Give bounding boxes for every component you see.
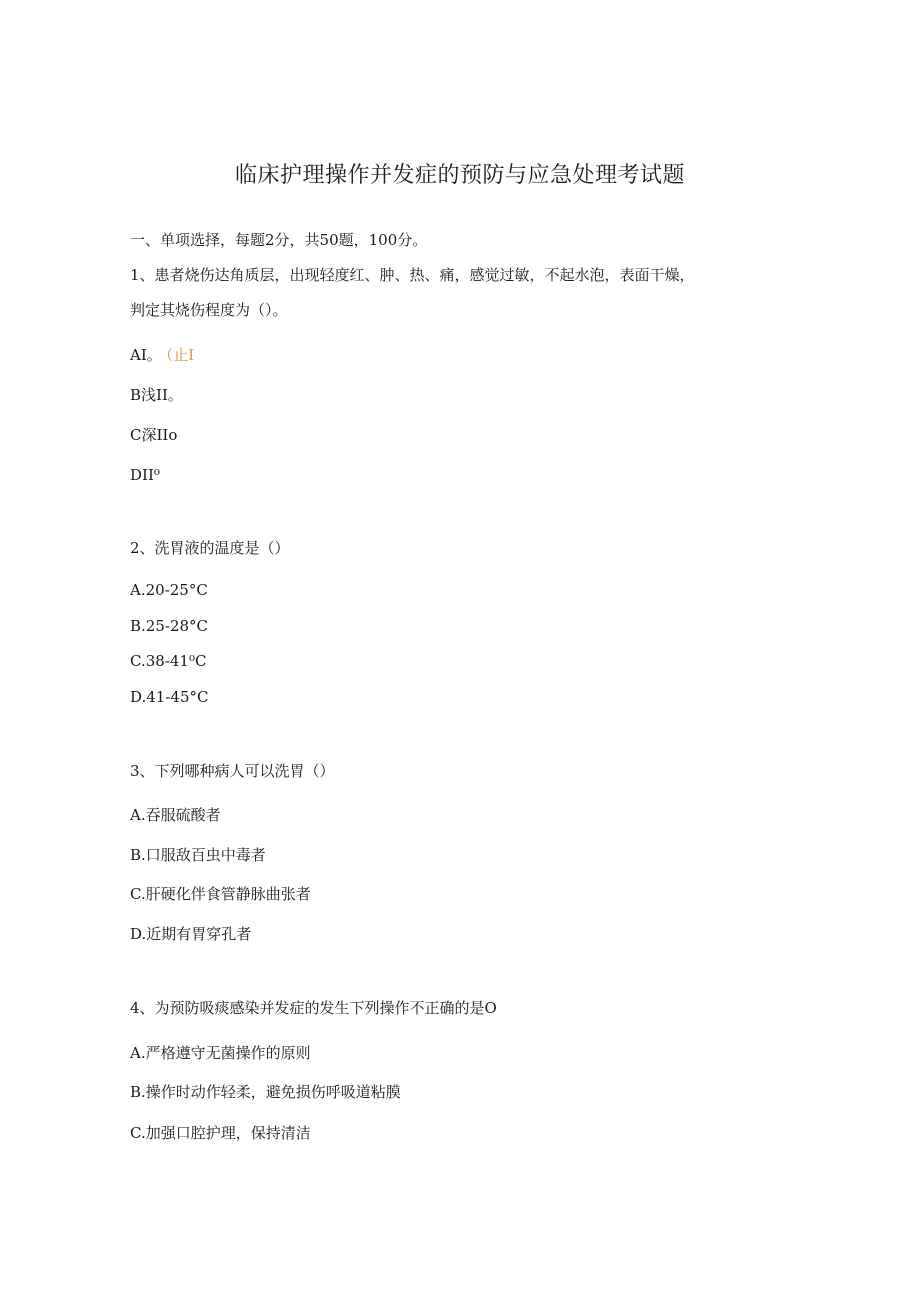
- question-1-stem-line1: 1、患者烧伤达角质层，出现轻度红、肿、热、痛，感觉过敏，不起水泡，表面干燥，: [130, 266, 695, 284]
- question-1-option-c: C深IIo: [130, 426, 178, 444]
- question-3-stem: 3、下列哪种病人可以洗胃（）: [130, 762, 335, 780]
- question-1-option-d: DII⁰: [130, 466, 160, 484]
- question-2-option-a: A.20-25°C: [130, 581, 208, 599]
- question-3-option-a: A.吞服硫酸者: [130, 806, 221, 824]
- question-3-option-d: D.近期有胃穿孔者: [130, 925, 252, 943]
- question-4-stem: 4、为预防吸痰感染并发症的发生下列操作不正确的是O: [130, 999, 497, 1017]
- question-1-option-b: B浅II。: [130, 386, 183, 404]
- question-2-option-d: D.41-45°C: [130, 688, 209, 706]
- marginal-mark: （止I: [165, 346, 195, 364]
- question-1-option-a: [130, 345, 194, 365]
- option-text: AI。: [130, 346, 162, 364]
- question-2-option-c: C.38-41⁰C: [130, 652, 207, 670]
- question-4-option-b: B.操作时动作轻柔，避免损伤呼吸道粘膜: [130, 1083, 401, 1101]
- question-4-option-c: C.加强口腔护理，保持清洁: [130, 1124, 311, 1142]
- question-4-option-a: A.严格遵守无菌操作的原则: [130, 1044, 311, 1062]
- section-header: 一、单项选择，每题2分，共50题，100分。: [130, 231, 428, 249]
- question-2-option-b: B.25-28°C: [130, 617, 209, 635]
- question-1-stem-line2: 判定其烧伤程度为（）。: [130, 301, 288, 319]
- question-3-option-b: B.口服敌百虫中毒者: [130, 846, 266, 864]
- question-2-stem: 2、洗胃液的温度是（）: [130, 539, 290, 557]
- question-3-option-c: C.肝硬化伴食管静脉曲张者: [130, 885, 311, 903]
- exam-title: 临床护理操作并发症的预防与应急处理考试题: [234, 163, 685, 188]
